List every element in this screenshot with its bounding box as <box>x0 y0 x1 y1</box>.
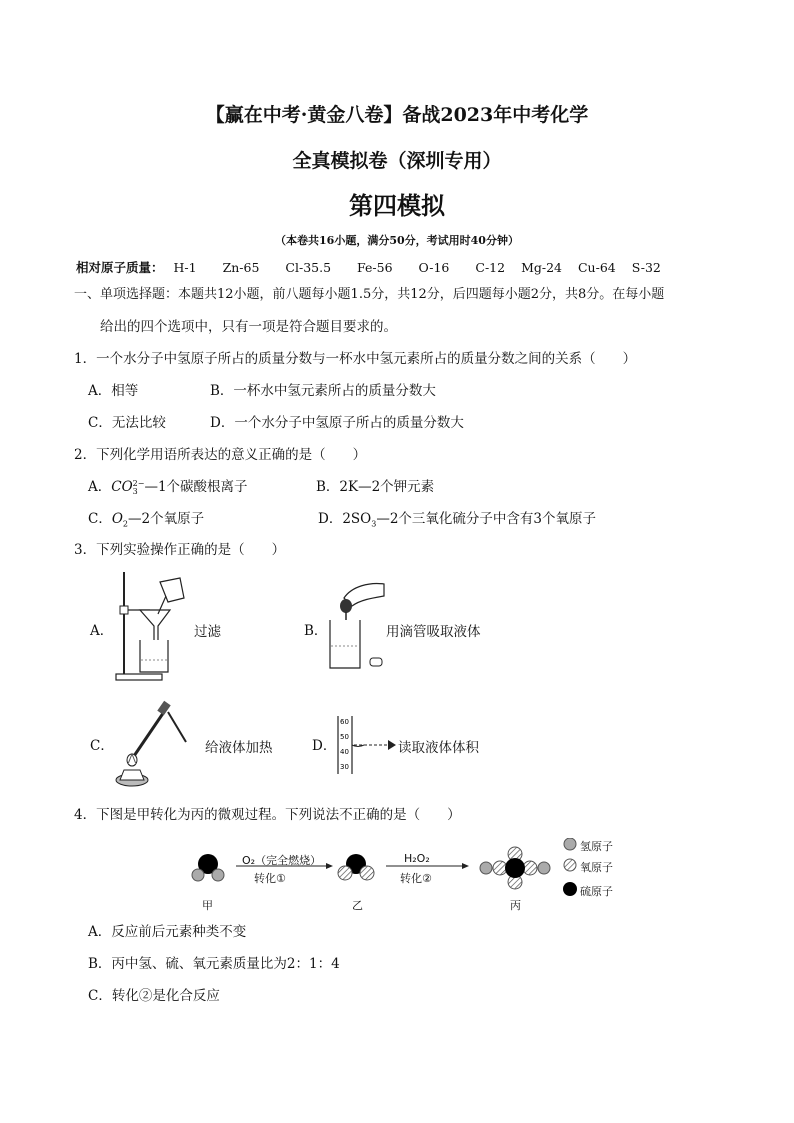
q4-option-c: C．转化②是化合反应 <box>88 988 220 1004</box>
legend-oxygen-label: 氧原子 <box>580 861 613 874</box>
q1-option-c: C．无法比较 <box>88 415 166 431</box>
section-heading: 一、单项选择题：本题共12小题，前八题每小题1.5分，共12分，后四题每小题2分，共8分。在每小题 <box>74 287 665 302</box>
paper-subtitle: 全真模拟卷（深圳专用） <box>292 150 502 172</box>
q3-option-b-letter: B． <box>304 623 328 639</box>
oxygen-legend-icon <box>564 859 576 871</box>
q2-option-b: B．2K—2个钾元素 <box>316 479 435 495</box>
heating-tube-figure <box>110 698 190 790</box>
q2-option-d-text: —2个三氧化硫分子中含有3个氧原子 <box>376 511 597 527</box>
q3-option-c-label: 给液体加热 <box>205 740 273 756</box>
atomic-masses <box>76 258 661 276</box>
q1-option-b: B．一杯水中氢元素所占的质量分数大 <box>210 383 436 399</box>
atomic-mass-item: Zn-65 <box>222 260 260 275</box>
arrow1-step: 转化① <box>254 872 286 885</box>
q3-option-d-label: 读取液体体积 <box>398 740 479 756</box>
formula-subscript: 3 <box>132 486 138 496</box>
charge-superscript: 2− <box>132 478 145 488</box>
q1-stem: 1．一个水分子中氢原子所占的质量分数与一杯水中氢元素所占的质量分数之间的关系（ ） <box>74 351 637 367</box>
oxygen-atom-icon <box>493 861 507 875</box>
q1-option-d: D．一个水分子中氢原子所占的质量分数大 <box>210 415 464 431</box>
oxygen-atom-icon <box>360 866 374 880</box>
arrow2-condition: H₂O₂ <box>404 852 430 865</box>
cylinder-tick-label: 30 <box>340 763 349 771</box>
arrow1-condition: O₂（完全燃烧） <box>242 854 322 867</box>
q2-option-c-text: —2个氧原子 <box>128 511 205 527</box>
atomic-mass-item: Cl-35.5 <box>285 260 332 275</box>
molecule-label-yi: 乙 <box>352 899 363 912</box>
q3-option-b-label: 用滴管吸取液体 <box>386 624 481 640</box>
q2-option-a <box>88 478 248 496</box>
atomic-mass-item: C-12 <box>475 260 506 275</box>
legend-hydrogen-label: 氢原子 <box>580 840 613 853</box>
sulfur-legend-icon <box>563 882 577 896</box>
oxygen-formula: O <box>111 511 123 527</box>
paper-set-title: 第四模拟 <box>349 192 445 220</box>
q2-option-d-formula: D．2SO <box>318 511 372 527</box>
q2-option-d <box>318 510 596 534</box>
cylinder-tick-label: 60 <box>340 718 349 726</box>
hydrogen-atom-icon <box>538 862 550 874</box>
hydrogen-legend-icon <box>564 838 576 850</box>
q4-stem: 4．下图是甲转化为丙的微观过程。下列说法不正确的是（ ） <box>74 807 461 823</box>
atomic-mass-item: S-32 <box>631 260 661 275</box>
q4-option-b: B．丙中氢、硫、氧元素质量比为2：1：4 <box>88 956 340 972</box>
carbonate-formula: CO <box>111 479 133 495</box>
q2-option-a-letter: A． <box>88 479 112 495</box>
q3-option-a-label: 过滤 <box>194 624 221 640</box>
q3-option-c-letter: C． <box>90 738 114 754</box>
paper-title: 【赢在中考·黄金八卷】备战2023年中考化学 <box>205 104 589 126</box>
q2-option-c <box>88 510 204 534</box>
atomic-mass-item: Fe-56 <box>357 260 393 275</box>
molecule-label-bing: 丙 <box>510 899 521 912</box>
q3-option-d-letter: D． <box>312 738 337 754</box>
arrow2-step: 转化② <box>400 872 432 885</box>
atomic-mass-item: H-1 <box>173 260 197 275</box>
q4-option-a: A．反应前后元素种类不变 <box>88 924 247 940</box>
formula-subscript: 3 <box>371 519 377 529</box>
dropper-beaker-figure <box>322 580 388 672</box>
hydrogen-atom-icon <box>212 869 224 881</box>
oxygen-atom-icon <box>523 861 537 875</box>
cylinder-tick-label: 50 <box>340 733 349 741</box>
filtration-apparatus-figure <box>112 568 194 684</box>
exam-info: （本卷共16小题，满分50分，考试用时40分钟） <box>275 234 519 247</box>
atomic-masses-label: 相对原子质量： <box>76 260 164 275</box>
formula-subscript: 2 <box>122 519 129 529</box>
q1-option-a: A．相等 <box>88 383 139 399</box>
q2-stem: 2．下列化学用语所表达的意义正确的是（ ） <box>74 447 367 463</box>
q2-option-a-text: —1个碳酸根离子 <box>144 479 248 495</box>
hydrogen-atom-icon <box>480 862 492 874</box>
atomic-mass-item: O-16 <box>418 260 450 275</box>
q3-stem: 3．下列实验操作正确的是（ ） <box>74 542 286 558</box>
q2-option-c-letter: C． <box>88 511 112 527</box>
legend-sulfur-label: 硫原子 <box>580 885 613 898</box>
graduated-cylinder-figure <box>334 714 398 776</box>
sulfur-atom-icon <box>505 858 525 878</box>
q3-option-a-letter: A． <box>90 623 114 639</box>
section-heading-cont: 给出的四个选项中，只有一项是符合题目要求的。 <box>100 319 397 335</box>
oxygen-atom-icon <box>338 866 352 880</box>
cylinder-tick-label: 40 <box>340 748 349 756</box>
atomic-mass-item: Mg-24 <box>521 260 562 275</box>
molecule-label-jia: 甲 <box>202 899 213 912</box>
atomic-mass-item: Cu-64 <box>577 260 616 275</box>
hydrogen-atom-icon <box>192 869 204 881</box>
